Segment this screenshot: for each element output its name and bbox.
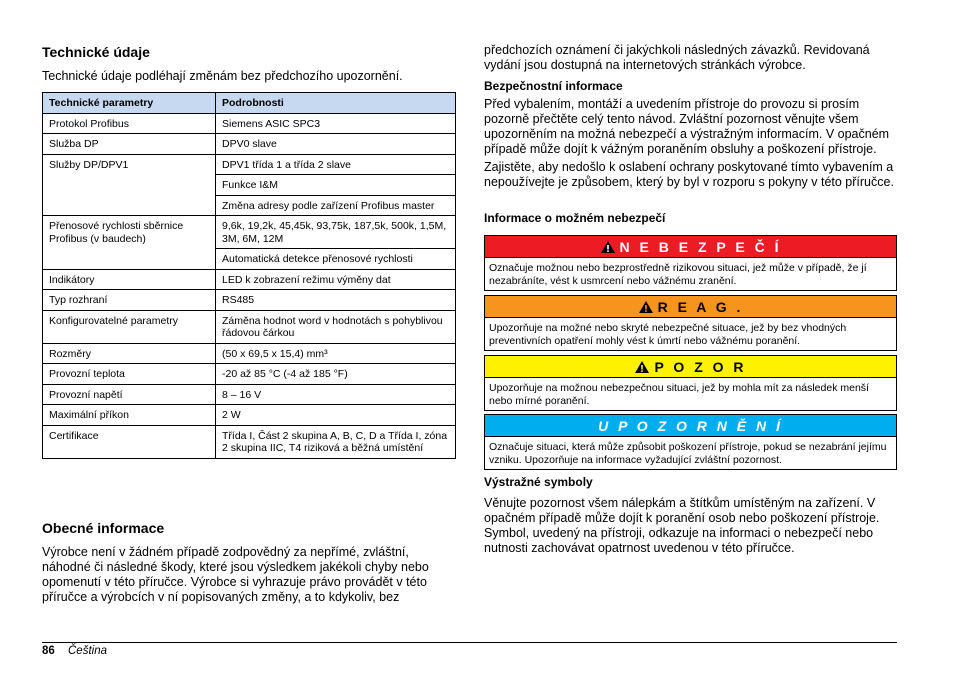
heading-general-info: Obecné informace xyxy=(42,520,165,536)
detail-cell: 2 W xyxy=(216,405,456,426)
param-cell: Indikátory xyxy=(43,269,216,290)
param-cell: Certifikace xyxy=(43,425,216,458)
param-cell: Služby DP/DPV1 xyxy=(43,154,216,216)
table-row xyxy=(43,154,456,175)
notice-label: U P O Z O R N Ě N Í xyxy=(598,417,783,434)
detail-cell: Třída I, Část 2 skupina A, B, C, D a Třída I, zóna 2 skupina IIC, T4 riziková a běžná umístění xyxy=(216,425,456,458)
param-cell: Přenosové rychlosti sběrnice Profibus (v baudech) xyxy=(43,216,216,270)
column-header-parameters: Technické parametry xyxy=(43,93,216,114)
table-row xyxy=(43,290,456,311)
param-cell: Maximální příkon xyxy=(43,405,216,426)
footer-divider xyxy=(42,642,897,643)
caution-text: Upozorňuje na možnou nebezpečnou situaci, jež by mohla mít za následek menší nebo mírné poranění. xyxy=(489,382,869,407)
notice-box xyxy=(484,414,897,470)
param-cell: Služba DP xyxy=(43,134,216,155)
detail-cell: (50 x 69,5 x 15,4) mm³ xyxy=(216,343,456,364)
detail-cell: Změna adresy podle zařízení Profibus master xyxy=(216,195,456,216)
detail-cell: RS485 xyxy=(216,290,456,311)
safety-text-1: Před vybalením, montáží a uvedením přístroje do provozu si prosím pozorně přečtěte celý tento návod. Zvláštní pozornost věnujte všem upozorněním na možná nebezpečí a výstražným informacím. V opačném případě může dojít k vážným poraněním obsluhy a poškození přístroje. xyxy=(484,97,890,156)
warning-text: Upozorňuje na možné nebo skryté nebezpečné situace, jež by bez vhodných preventivních opatření mohly vést k úmrtí nebo vážnému poranění. xyxy=(489,322,847,347)
caution-box xyxy=(484,355,897,411)
continued-text: předchozích oznámení či jakýchkoli následných závazků. Revidovaná vydání jsou dostupná na internetových stránkách výrobce. xyxy=(484,43,870,72)
technical-intro: Technické údaje podléhají změnám bez předchozího upozornění. xyxy=(42,69,403,83)
detail-cell: 9,6k, 19,2k, 45,45k, 93,75k, 187,5k, 500k, 1,5M, 3M, 6M, 12M xyxy=(216,216,456,249)
heading-technical-data: Technické údaje xyxy=(42,44,150,60)
detail-cell: -20 až 85 °C (-4 až 185 °F) xyxy=(216,364,456,385)
danger-label: N E B E Z P E Č Í xyxy=(619,238,782,255)
table-row xyxy=(43,364,456,385)
danger-text: Označuje možnou nebo bezprostředně rizikovou situaci, jež může v případě, že jí nezabráníte, vést k usmrcení nebo vážnému zranění. xyxy=(489,262,867,287)
heading-warning-symbols: Výstražné symboly xyxy=(484,475,593,489)
notice-bar xyxy=(485,415,896,437)
table-row xyxy=(43,269,456,290)
general-info-text: Výrobce není v žádném případě zodpovědný za nepřímé, zvláštní, náhodné či následné škody, které jsou výsledkem jakékoli chyby nebo opomenutí v této příručce. Výrobce si vyhrazuje právo provádět v této příručce a výrobcích v ní popisovaných změny, a to kdykoliv, bez xyxy=(42,545,429,604)
table-row xyxy=(43,216,456,249)
warning-box xyxy=(484,295,897,351)
safety-text-2: Zajistěte, aby nedošlo k oslabení ochrany poskytované tímto vybavením a nepoužívejte je způsobem, který by byl v rozporu s pokyny v této příručce. xyxy=(484,160,894,189)
detail-cell: LED k zobrazení režimu výměny dat xyxy=(216,269,456,290)
detail-cell: Siemens ASIC SPC3 xyxy=(216,113,456,134)
warning-triangle-icon xyxy=(600,240,616,254)
detail-cell: 8 – 16 V xyxy=(216,384,456,405)
table-row xyxy=(43,384,456,405)
table-row xyxy=(43,343,456,364)
heading-safety-info: Bezpečnostní informace xyxy=(484,79,623,93)
param-cell: Typ rozhraní xyxy=(43,290,216,311)
table-row xyxy=(43,425,456,458)
notice-text: Označuje situaci, která může způsobit poškození přístroje, pokud se nezabrání jejímu vzniku. Upozorňuje na informace vyžadující zvláštní pozornost. xyxy=(489,441,887,466)
symbols-text: Věnujte pozornost všem nálepkám a štítkům umístěným na zařízení. V opačném případě může dojít k poranění osob nebo poškození přístroje. Symbol, uvedený na přístroji, odkazuje na informaci o nebezpečí nebo nutnosti zachovávat opatrnost uvedenou v této příručce. xyxy=(484,496,880,555)
warning-bar xyxy=(485,296,896,318)
caution-label: P O Z O R xyxy=(654,358,747,375)
page-footer xyxy=(42,645,107,657)
param-cell: Protokol Profibus xyxy=(43,113,216,134)
table-row xyxy=(43,405,456,426)
detail-cell: Automatická detekce přenosové rychlosti xyxy=(216,249,456,270)
caution-bar xyxy=(485,356,896,378)
param-cell: Rozměry xyxy=(43,343,216,364)
table-row xyxy=(43,113,456,134)
column-header-details: Podrobnosti xyxy=(216,93,456,114)
warning-triangle-icon xyxy=(638,300,654,314)
param-cell: Konfigurovatelné parametry xyxy=(43,310,216,343)
footer-language: Čeština xyxy=(68,645,107,657)
warning-label: R E A G . xyxy=(657,298,744,315)
page-number: 86 xyxy=(42,645,55,657)
danger-box xyxy=(484,235,897,291)
table-row xyxy=(43,134,456,155)
danger-bar xyxy=(485,236,896,258)
table-row xyxy=(43,310,456,343)
detail-cell: Funkce I&M xyxy=(216,175,456,196)
detail-cell: DPV0 slave xyxy=(216,134,456,155)
table-header-row xyxy=(43,93,456,114)
detail-cell: DPV1 třída 1 a třída 2 slave xyxy=(216,154,456,175)
warning-triangle-icon xyxy=(634,360,650,374)
specifications-table xyxy=(42,92,456,459)
param-cell: Provozní teplota xyxy=(43,364,216,385)
param-cell: Provozní napětí xyxy=(43,384,216,405)
detail-cell: Záměna hodnot word v hodnotách s pohyblivou řádovou čárkou xyxy=(216,310,456,343)
heading-hazard-info: Informace o možném nebezpečí xyxy=(484,211,666,225)
